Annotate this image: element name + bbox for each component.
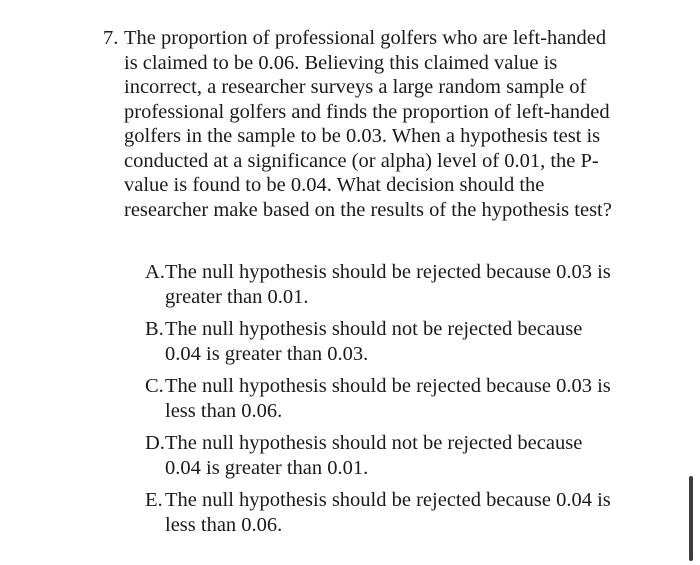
option-line: 0.04 is greater than 0.01.	[165, 456, 369, 479]
question-block	[103, 26, 633, 222]
option-line: less than 0.06.	[165, 399, 283, 422]
question-line: professional golfers and finds the proportion of left-handed	[124, 100, 610, 123]
option-line: The null hypothesis should be rejected because 0.03 is	[165, 375, 611, 397]
scrollbar-thumb[interactable]	[689, 476, 693, 561]
option-text	[165, 488, 611, 537]
question-text	[124, 26, 633, 222]
option-letter: C.	[145, 375, 164, 397]
question-line: The proportion of professional golfers who are left-handed	[124, 27, 607, 49]
option-text	[165, 431, 582, 480]
option-c[interactable]	[145, 374, 645, 431]
question-line: value is found to be 0.04. What decision should the	[124, 174, 545, 196]
option-letter: E.	[145, 489, 163, 511]
option-line: The null hypothesis should be rejected because 0.03 is	[165, 261, 611, 283]
option-a[interactable]	[145, 260, 645, 317]
option-line: The null hypothesis should not be rejected because	[165, 318, 583, 340]
option-line: The null hypothesis should not be rejected because	[165, 432, 583, 454]
option-text	[165, 374, 611, 423]
option-text	[165, 260, 611, 309]
option-letter: D.	[145, 432, 165, 454]
question-number: 7.	[103, 27, 119, 49]
question-line: is claimed to be 0.06. Believing this claimed value is	[124, 51, 558, 74]
option-d[interactable]	[145, 431, 645, 488]
option-line: greater than 0.01.	[165, 285, 309, 308]
question-line: researcher make based on the results of the hypothesis test?	[124, 198, 612, 221]
option-letter: A.	[145, 261, 165, 283]
option-line: less than 0.06.	[165, 513, 283, 536]
option-line: 0.04 is greater than 0.03.	[165, 342, 369, 365]
option-letter: B.	[145, 318, 164, 340]
question-line: conducted at a significance (or alpha) level of 0.01, the P-	[124, 149, 599, 172]
question-line: golfers in the sample to be 0.03. When a hypothesis test is	[124, 125, 601, 147]
answer-options	[145, 260, 645, 545]
question-line: incorrect, a researcher surveys a large random sample of	[124, 76, 587, 98]
option-b[interactable]	[145, 317, 645, 374]
option-line: The null hypothesis should be rejected because 0.04 is	[165, 489, 611, 511]
option-text	[165, 317, 582, 366]
option-e[interactable]	[145, 488, 645, 545]
